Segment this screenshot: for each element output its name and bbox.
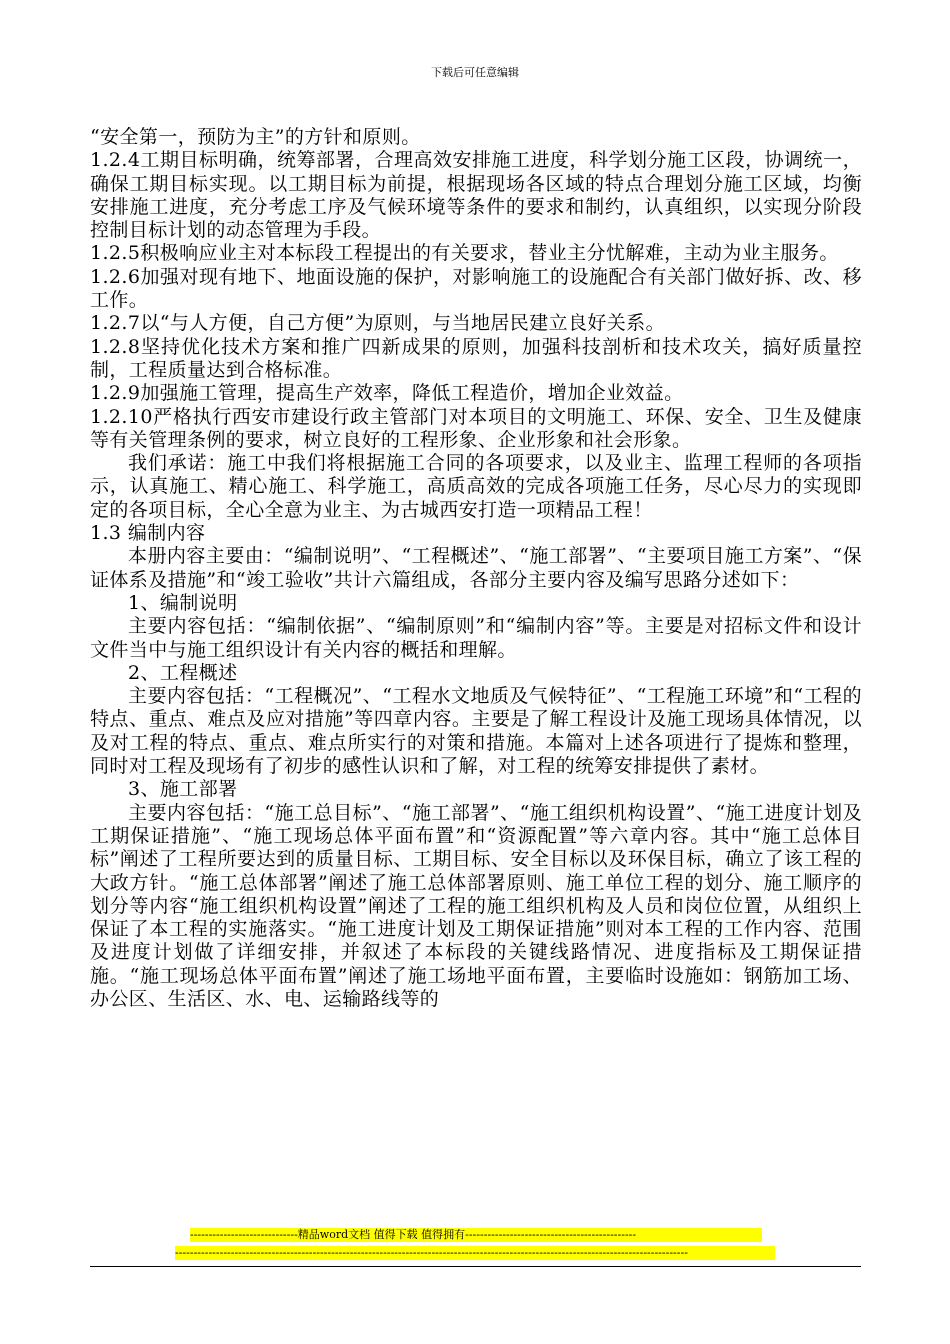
body-paragraph: 1.2.8坚持优化技术方案和推广四新成果的原则，加强科技剖析和技术攻关，搞好质量控制，工程质量达到合格标准。 (90, 335, 862, 381)
body-paragraph: 我们承诺：施工中我们将根据施工合同的各项要求，以及业主、监理工程师的各项指示，认真施工、精心施工、科学施工，高质高效的完成各项施工任务，尽心尽力的实现即定的各项目标，全心全意为业主、为古城西安打造一项精品工程！ (90, 452, 862, 521)
body-paragraph: 1.2.6加强对现有地下、地面设施的保护，对影响施工的设施配合有关部门做好拆、改、移工作。 (90, 265, 862, 312)
footer-banner-line-2: ------------------------------------------------------------------------------------------------------------------------------------------ (175, 1246, 775, 1260)
body-paragraph: 主要内容包括：“施工总目标”、“施工部署”、“施工组织机构设置”、“施工进度计划及工期保证措施”、“施工现场总体平面布置”和“资源配置”等六章内容。其中“施工总体目标”阐述了工程所要达到的质量目标、工期目标、安全目标以及环保目标，确立了该工程的大政方针。“施工总体部署”阐述了施工总体部署原则、施工单位工程的划分、施工顺序的划分等内容“施工组织机构设置”阐述了工程的施工组织机构及人员和岗位位置，从组织上保证了本工程的实施落实。“施工进度计划及工期保证措施”则对本工程的工作内容、范围及进度计划做了详细安排，并叙述了本标段的关键线路情况、进度指标及工期保证措施。“施工现场总体平面布置”阐述了施工场地平面布置，主要临时设施如：钢筋加工场、办公区、生活区、水、电、运输路线等的 (90, 801, 862, 1010)
body-paragraph: 1.2.10严格执行西安市建设行政主管部门对本项目的文明施工、环保、安全、卫生及健康等有关管理条例的要求，树立良好的工程形象、企业形象和社会形象。 (90, 405, 862, 451)
body-paragraph: 1.2.7以“与人方便，自己方便”为原则，与当地居民建立良好关系。 (90, 312, 665, 335)
body-paragraph: 主要内容包括：“工程概况”、“工程水文地质及气候特征”、“工程施工环境”和“工程的特点、重点、难点及应对措施”等四章内容。主要是了解工程设计及施工现场具体情况，以及对工程的特点、重点、难点所实行的对策和措施。本篇对上述各项进行了提炼和整理，同时对工程及现场有了初步的感性认识和了解，对工程的统筹安排提供了素材。 (90, 685, 862, 778)
body-paragraph: 本册内容主要由：“编制说明”、“工程概述”、“施工部署”、“主要项目施工方案”、“保证体系及措施”和“竣工验收”共计六篇组成，各部分主要内容及编写思路分述如下： (90, 545, 862, 591)
document-body (90, 126, 862, 1011)
page-header: 下载后可任意编辑 (431, 66, 519, 79)
body-paragraph: 2、工程概述 (128, 661, 238, 684)
body-paragraph: 3、施工部署 (128, 778, 238, 801)
body-paragraph: 1.2.4工期目标明确，统筹部署，合理高效安排施工进度，科学划分施工区段，协调统一，确保工期目标实现。以工期目标为前提，根据现场各区域的特点合理划分施工区域，均衡安排施工进度，充分考虑工序及气候环境等条件的要求和制约，认真组织，以实现分阶段控制目标计划的动态管理为手段。 (90, 149, 862, 242)
body-paragraph: “安全第一，预防为主”的方针和原则。 (90, 126, 421, 148)
body-paragraph: 1.2.9加强施工管理，提高生产效率，降低工程造价，增加企业效益。 (90, 382, 684, 405)
footer-banner-line-1: -----------------------------精品word文档 值得下载 值得拥有---------------------------------------------- (190, 1228, 762, 1242)
body-paragraph: 主要内容包括：“编制依据”、“编制原则”和“编制内容”等。主要是对招标文件和设计文件当中与施工组织设计有关内容的概括和理解。 (90, 615, 862, 661)
body-paragraph: 1、编制说明 (128, 591, 238, 614)
body-paragraph: 1.2.5积极响应业主对本标段工程提出的有关要求，替业主分忧解难，主动为业主服务。 (90, 242, 839, 265)
body-paragraph: 1.3 编制内容 (90, 522, 206, 545)
footer-divider (90, 1266, 861, 1267)
